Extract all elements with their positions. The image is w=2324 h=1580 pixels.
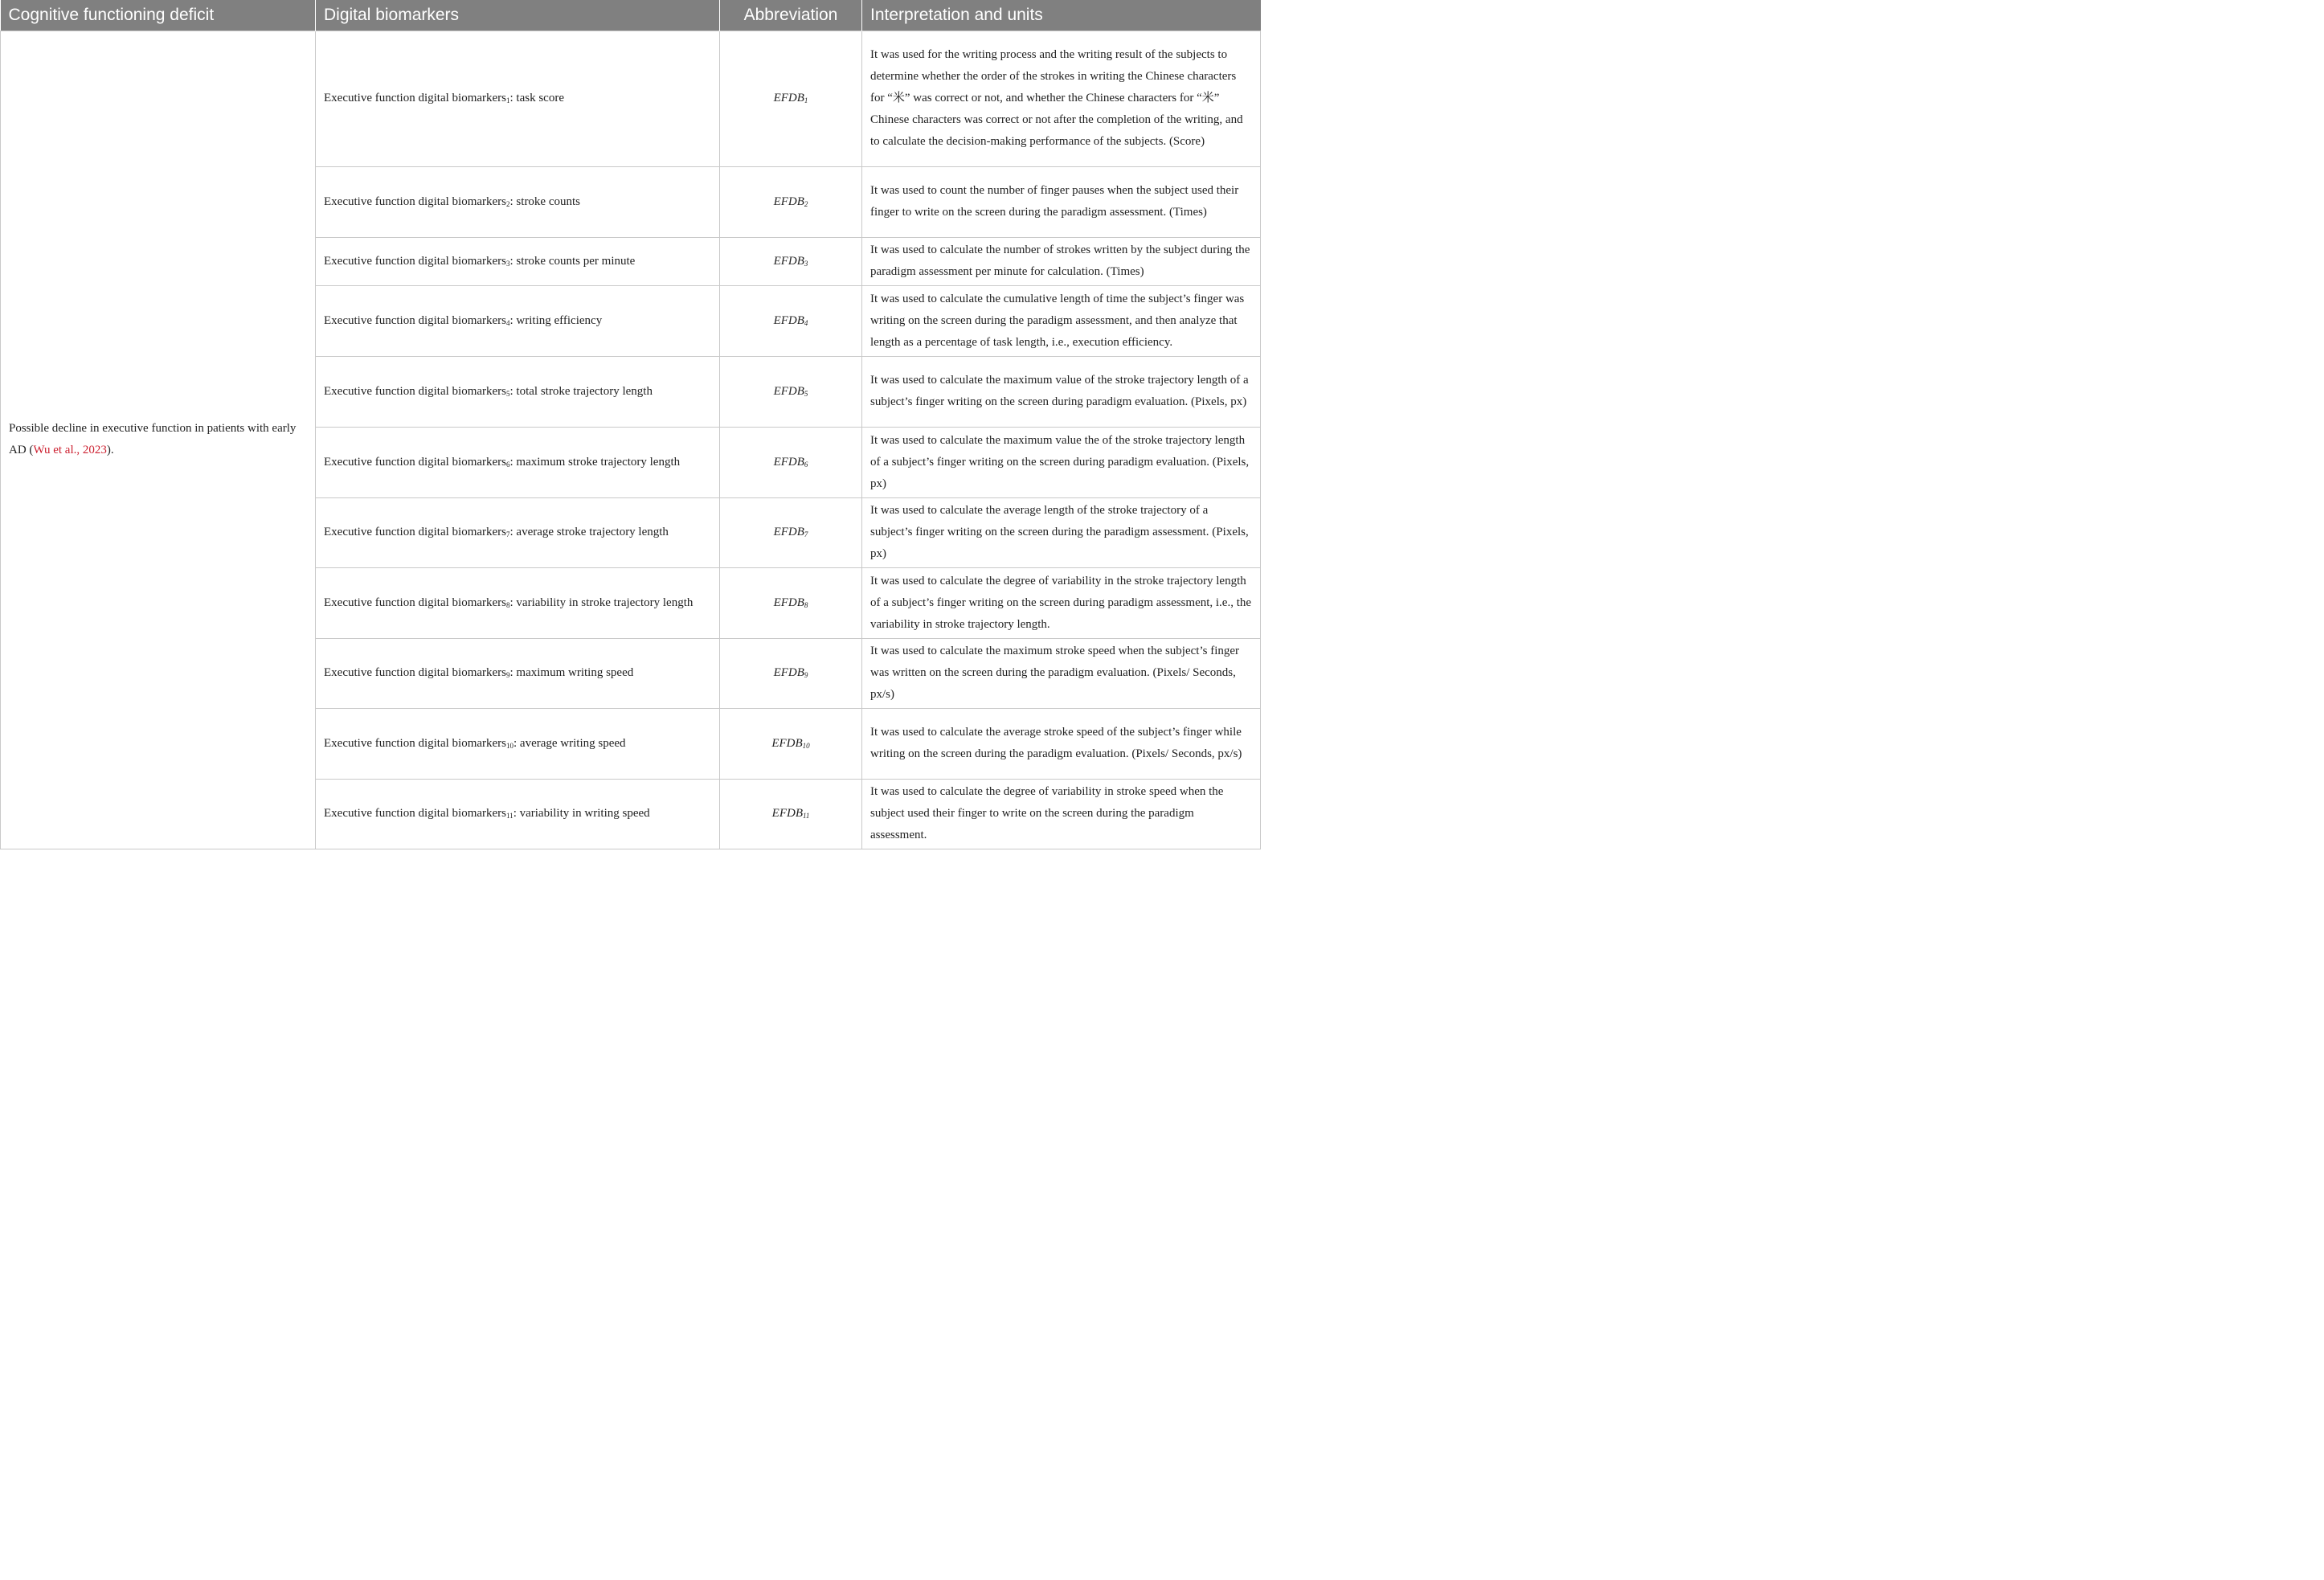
- table-header-row: [1, 0, 1261, 31]
- biomarker-name: Executive function digital biomarkers$_4$: writing efficiency: [316, 285, 720, 356]
- table-row: [1, 31, 1261, 166]
- biomarker-name: Executive function digital biomarkers$_{11}$: variability in writing speed: [316, 779, 720, 849]
- abbreviation-cell: $EFDB_3$: [720, 237, 862, 285]
- interpretation-cell: It was used to calculate the cumulative length of time the subject’s finger was writing on the screen during the paradigm assessment, and then analyze that length as a percentage of task length, i.e., execution efficiency.: [862, 285, 1261, 356]
- biomarker-name: Executive function digital biomarkers$_7$: average stroke trajectory length: [316, 497, 720, 567]
- header-interpretation: Interpretation and units: [862, 0, 1261, 31]
- interpretation-cell: It was used to calculate the number of strokes written by the subject during the paradigm assessment per minute for calculation. (Times): [862, 237, 1261, 285]
- biomarker-name: Executive function digital biomarkers$_1$: task score: [316, 31, 720, 166]
- abbreviation-cell: $EFDB_4$: [720, 285, 862, 356]
- interpretation-cell: It was used to calculate the average length of the stroke trajectory of a subject’s finger writing on the screen during the paradigm assessment. (Pixels, px): [862, 497, 1261, 567]
- abbreviation-cell: $EFDB_1$: [720, 31, 862, 166]
- interpretation-cell: It was used to calculate the maximum value of the stroke trajectory length of a subject’s finger writing on the screen during paradigm evaluation. (Pixels, px): [862, 356, 1261, 427]
- abbreviation-cell: $EFDB_5$: [720, 356, 862, 427]
- biomarker-name: Executive function digital biomarkers$_5$: total stroke trajectory length: [316, 356, 720, 427]
- abbreviation-cell: $EFDB_2$: [720, 166, 862, 237]
- biomarker-name: Executive function digital biomarkers$_3$: stroke counts per minute: [316, 237, 720, 285]
- interpretation-cell: It was used to calculate the degree of variability in stroke speed when the subject used their finger to write on the screen during the paradigm assessment.: [862, 779, 1261, 849]
- interpretation-cell: It was used to count the number of finger pauses when the subject used their finger to write on the screen during the paradigm assessment. (Times): [862, 166, 1261, 237]
- abbreviation-cell: $EFDB_{10}$: [720, 708, 862, 779]
- abbreviation-cell: $EFDB_{11}$: [720, 779, 862, 849]
- abbreviation-cell: $EFDB_8$: [720, 567, 862, 638]
- deficit-text-end: ).: [106, 444, 114, 456]
- deficit-cell: [1, 31, 316, 849]
- header-abbreviation: Abbreviation: [720, 0, 862, 31]
- biomarkers-table: [0, 0, 1261, 849]
- biomarker-name: Executive function digital biomarkers$_8$: variability in stroke trajectory length: [316, 567, 720, 638]
- abbreviation-cell: $EFDB_7$: [720, 497, 862, 567]
- abbreviation-cell: $EFDB_6$: [720, 427, 862, 497]
- deficit-text: Possible decline in executive function in patients with early AD (: [9, 422, 297, 456]
- interpretation-cell: It was used for the writing process and the writing result of the subjects to determine whether the order of the strokes in writing the Chinese characters for “米” was correct or not, and whether the Chinese characters for “米” Chinese characters was correct or not after the completion of the writing, and to calculate the decision-making performance of the subjects. (Score): [862, 31, 1261, 166]
- interpretation-cell: It was used to calculate the average stroke speed of the subject’s finger while writing on the screen during the paradigm evaluation. (Pixels/ Seconds, px/s): [862, 708, 1261, 779]
- abbreviation-cell: $EFDB_9$: [720, 638, 862, 708]
- biomarker-name: Executive function digital biomarkers$_6$: maximum stroke trajectory length: [316, 427, 720, 497]
- biomarker-name: Executive function digital biomarkers$_9$: maximum writing speed: [316, 638, 720, 708]
- biomarker-name: Executive function digital biomarkers$_2$: stroke counts: [316, 166, 720, 237]
- interpretation-cell: It was used to calculate the degree of variability in the stroke trajectory length of a subject’s finger writing on the screen during paradigm assessment, i.e., the variability in stroke trajectory length.: [862, 567, 1261, 638]
- interpretation-cell: It was used to calculate the maximum value the of the stroke trajectory length of a subject’s finger writing on the screen during paradigm evaluation. (Pixels, px): [862, 427, 1261, 497]
- citation-link[interactable]: Wu et al., 2023: [33, 444, 107, 456]
- header-deficit: Cognitive functioning deficit: [1, 0, 316, 31]
- header-biomarkers: Digital biomarkers: [316, 0, 720, 31]
- interpretation-cell: It was used to calculate the maximum stroke speed when the subject’s finger was written on the screen during the paradigm evaluation. (Pixels/ Seconds, px/s): [862, 638, 1261, 708]
- biomarker-name: Executive function digital biomarkers$_{10}$: average writing speed: [316, 708, 720, 779]
